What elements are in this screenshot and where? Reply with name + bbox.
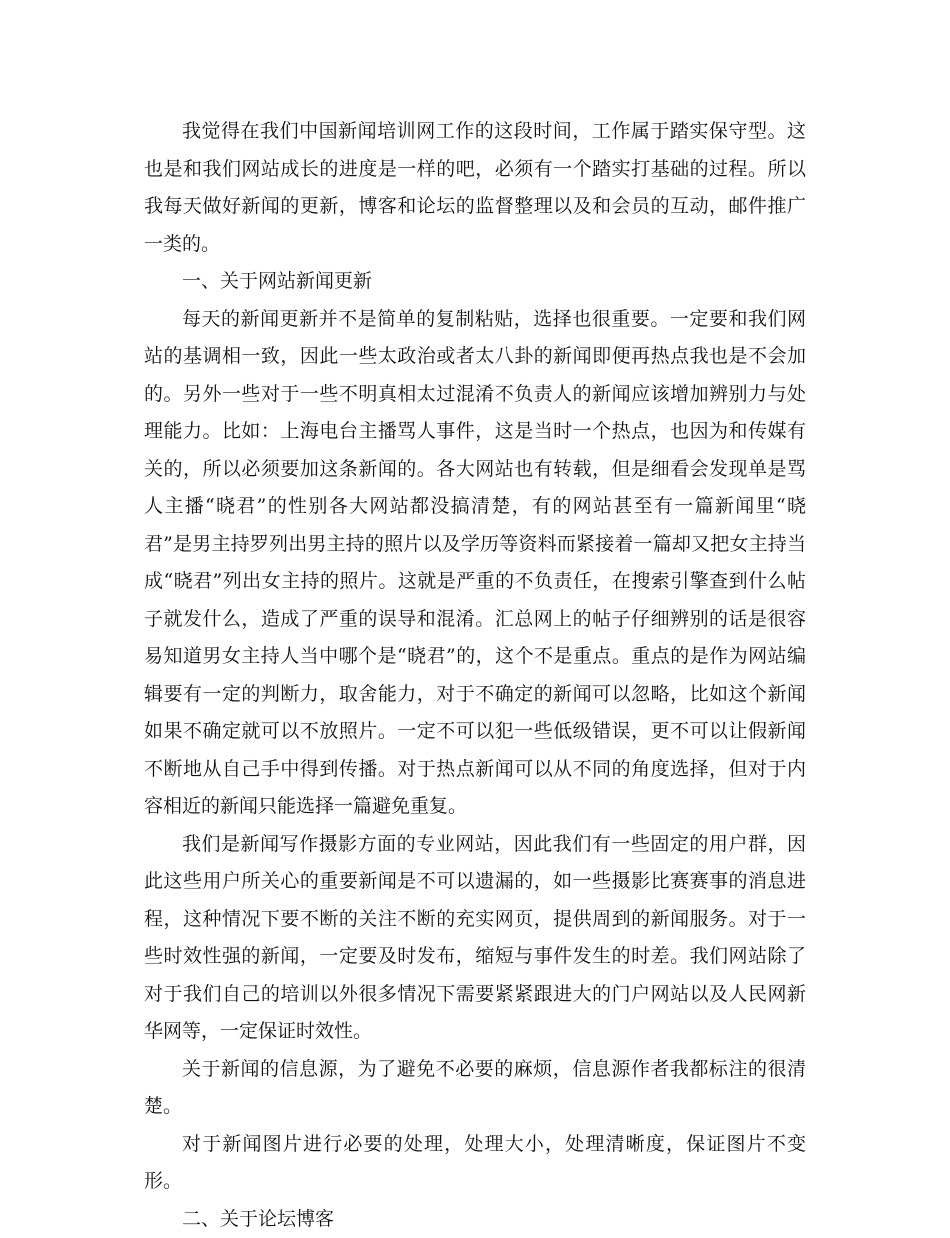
section-heading-forum-blog: 二、关于论坛博客 [144,1201,806,1238]
paragraph-user-groups: 我们是新闻写作摄影方面的专业网站，因此我们有一些固定的用户群，因此这些用户所关心的重要新闻是不可以遗漏的，如一些摄影比赛赛事的消息进程，这种情况下要不断的关注不断的充实网页，提供周到的新闻服务。对于一些时效性强的新闻，一定要及时发布，缩短与事件发生的时差。我们网站除了对于我们自己的培训以外很多情况下需要紧紧跟进大的门户网站以及人民网新华网等，一定保证时效性。 [144,826,806,1051]
section-heading-news-update: 一、关于网站新闻更新 [144,263,806,301]
paragraph-news-selection: 每天的新闻更新并不是简单的复制粘贴，选择也很重要。一定要和我们网站的基调相一致，因此一些太政治或者太八卦的新闻即便再热点我也是不会加的。另外一些对于一些不明真相太过混淆不负责人的新闻应该增加辨别力与处理能力。比如：上海电台主播骂人事件，这是当时一个热点，也因为和传媒有关的，所以必须要加这条新闻的。各大网站也有转载，但是细看会发现单是骂人主播“晓君”的性别各大网站都没搞清楚，有的网站甚至有一篇新闻里“晓君”是男主持罗列出男主持的照片以及学历等资料而紧接着一篇却又把女主持当成“晓君”列出女主持的照片。这就是严重的不负责任，在搜索引擎查到什么帖子就发什么，造成了严重的误导和混淆。汇总网上的帖子仔细辨别的话是很容易知道男女主持人当中哪个是“晓君”的，这个不是重点。重点的是作为网站编辑要有一定的判断力，取舍能力，对于不确定的新闻可以忽略，比如这个新闻如果不确定就可以不放照片。一定不可以犯一些低级错误，更不可以让假新闻不断地从自己手中得到传播。对于热点新闻可以从不同的角度选择，但对于内容相近的新闻只能选择一篇避免重复。 [144,301,806,826]
paragraph-source: 关于新闻的信息源，为了避免不必要的麻烦，信息源作者我都标注的很清楚。 [144,1051,806,1126]
document-body [144,113,806,1238]
paragraph-intro: 我觉得在我们中国新闻培训网工作的这段时间，工作属于踏实保守型。这也是和我们网站成长的进度是一样的吧，必须有一个踏实打基础的过程。所以我每天做好新闻的更新，博客和论坛的监督整理以及和会员的互动，邮件推广一类的。 [144,113,806,263]
paragraph-images: 对于新闻图片进行必要的处理，处理大小，处理清晰度，保证图片不变形。 [144,1126,806,1201]
